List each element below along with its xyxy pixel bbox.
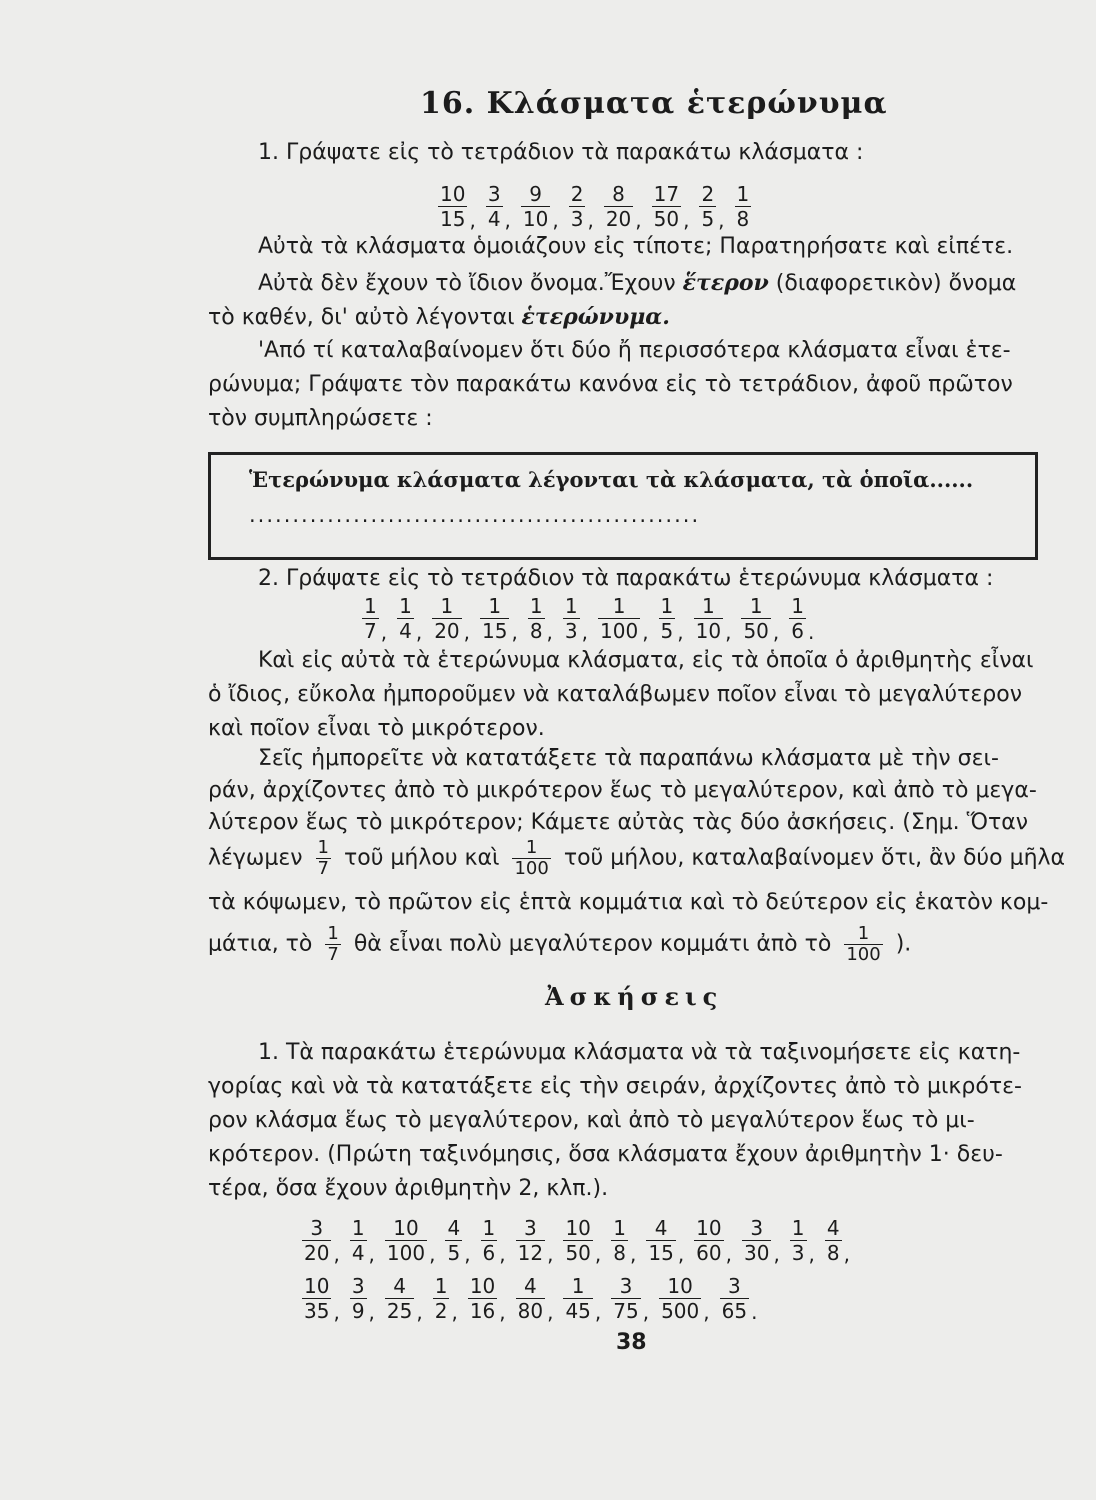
page-number: 38: [616, 1330, 647, 1355]
fraction: [350, 1216, 367, 1265]
denominator: 2: [434, 1298, 448, 1323]
fraction: [611, 1216, 628, 1265]
denominator: 10: [522, 206, 549, 231]
separator: ,: [725, 1242, 732, 1266]
separator: ,: [547, 1242, 554, 1266]
rule-line-1: Ἑτερώνυμα κλάσματα λέγονται τὰ κλάσματα, τὰ ὁποῖα......: [249, 467, 974, 492]
numerator: 3: [750, 1215, 764, 1240]
ex1-line-3: ρον κλάσμα ἕως τὸ μεγαλύτερον, καὶ ἀπὸ τὸ μεγαλύτερον ἕως τὸ μι-: [208, 1108, 975, 1133]
rule-box: [208, 452, 1038, 560]
numerator: 9: [529, 181, 542, 206]
fraction: [611, 1274, 640, 1323]
fraction: [699, 182, 716, 231]
fraction: [569, 182, 586, 231]
separator: ,: [504, 208, 511, 232]
p2-line-9: [208, 924, 911, 965]
denominator: 15: [440, 206, 466, 231]
separator: ,: [469, 208, 476, 232]
numerator: 8: [612, 181, 625, 206]
fraction: [486, 182, 503, 231]
separator: ,: [415, 620, 423, 644]
fraction: [468, 1274, 497, 1323]
p1-line-2b: (διαφορετικὸν) ὄνομα: [775, 271, 1017, 296]
separator: ,: [499, 1300, 506, 1324]
fraction: [302, 1216, 331, 1265]
exercises-title: Ἀσκήσεις: [545, 982, 724, 1011]
fraction: [528, 594, 545, 643]
separator: ,: [499, 1242, 506, 1266]
separator: ,: [368, 1300, 375, 1324]
denominator: 15: [482, 618, 508, 643]
numerator: 1: [660, 593, 674, 618]
fraction: [742, 1216, 771, 1265]
p1-line-3: [208, 304, 670, 330]
denominator: 25: [386, 1298, 413, 1323]
fraction: [480, 594, 509, 643]
numerator: 1: [749, 593, 763, 618]
p2-line-5: ράν, ἀρχίζοντες ἀπὸ τὸ μικρότερον ἕως τὸ μεγαλύτερον, καὶ ἀπὸ τὸ μεγα-: [208, 778, 1037, 803]
q2-fractions: [360, 592, 822, 644]
fraction: [652, 182, 681, 231]
inline-frac-1-100-b: $\frac{1}{100}$: [846, 923, 881, 965]
q1-fractions: [436, 180, 761, 232]
p2-line-6: λύτερον ἕως τὸ μικρότερον; Κάμετε αὐτὰς τὰς δύο ἀσκήσεις. (Σημ. Ὅταν: [208, 810, 1029, 835]
separator: ,: [546, 620, 553, 644]
numerator: 1: [791, 1215, 805, 1240]
numerator: 1: [351, 1215, 365, 1240]
denominator: 60: [696, 1240, 722, 1265]
denominator: 30: [743, 1240, 770, 1265]
denominator: 16: [469, 1298, 496, 1323]
numerator: 3: [727, 1273, 741, 1298]
fraction: [741, 594, 770, 643]
ex1-line-4: κρότερον. (Πρώτη ταξινόμησις, ὅσα κλάσματα ἔχουν ἀριθμητὴν 1· δευ-: [208, 1142, 1003, 1167]
p1-line-2: [258, 270, 1016, 296]
numerator: 17: [653, 181, 680, 206]
fraction: [735, 182, 752, 231]
p1-line-3a: τὸ καθέν, δι' αὐτὸ λέγονται: [208, 305, 515, 330]
p2-line-1: Καὶ εἰς αὐτὰ τὰ ἑτερώνυμα κλάσματα, εἰς τὰ ὁποῖα ὁ ἀριθμητὴς εἶναι: [258, 648, 1034, 673]
separator: ,: [642, 620, 649, 644]
denominator: 7: [364, 618, 377, 643]
numerator: 10: [469, 1273, 496, 1298]
ex1-fractions-row-2: [300, 1272, 765, 1324]
fraction: [433, 1274, 450, 1323]
ex1-line-5: τέρα, ὅσα ἔχουν ἀριθμητὴν 2, κλπ.).: [208, 1176, 609, 1201]
numerator: 3: [619, 1273, 633, 1298]
q2-instruction: 2. Γράψατε εἰς τὸ τετράδιον τὰ παρακάτω ἑτερώνυμα κλάσματα :: [258, 566, 994, 591]
numerator: 1: [364, 593, 377, 618]
p2-line-4: Σεῖς ἠμπορεῖτε νὰ κατατάξετε τὰ παραπάνω κλάσματα μὲ τὴν σει-: [258, 746, 999, 771]
numerator: 10: [304, 1273, 330, 1298]
p1-line-6: τὸν συμπληρώσετε :: [208, 406, 433, 431]
denominator: 3: [791, 1240, 805, 1265]
fraction: [516, 1274, 545, 1323]
denominator: 20: [605, 206, 632, 231]
separator: ,: [511, 620, 518, 644]
fraction: [563, 1216, 592, 1265]
separator: ,: [718, 208, 725, 232]
numerator: 3: [524, 1215, 537, 1240]
fraction: [694, 594, 723, 643]
denominator: 65: [721, 1298, 748, 1323]
numerator: 1: [434, 1273, 448, 1298]
denominator: 8: [613, 1240, 626, 1265]
separator: ,: [416, 1300, 423, 1324]
numerator: 1: [571, 1273, 585, 1298]
denominator: 6: [791, 618, 804, 643]
p1-line-1: Αὐτὰ τὰ κλάσματα ὁμοιάζουν εἰς τίποτε; Παρατηρήσατε καὶ εἰπέτε.: [258, 234, 1014, 259]
separator: ,: [429, 1242, 436, 1266]
ex1-line-1: 1. Τὰ παρακάτω ἑτερώνυμα κλάσματα νὰ τὰ ταξινομήσετε εἰς κατη-: [258, 1040, 1021, 1065]
fraction: [481, 1216, 498, 1265]
ex1-fractions-row-1: [300, 1214, 858, 1266]
fraction: [516, 1216, 545, 1265]
denominator: 10: [695, 618, 722, 643]
numerator: 4: [447, 1215, 461, 1240]
fraction: [438, 182, 467, 231]
denominator: 4: [487, 206, 501, 231]
denominator: 20: [304, 1240, 330, 1265]
fraction: [432, 594, 461, 643]
numerator: 1: [736, 181, 750, 206]
p2-text-legomen: λέγωμεν: [208, 845, 303, 871]
p2-text-mhlou: τοῦ μήλου καὶ: [343, 845, 500, 871]
denominator: 35: [304, 1298, 330, 1323]
fraction: [445, 1216, 462, 1265]
numerator: 4: [654, 1215, 668, 1240]
fraction: [397, 594, 414, 643]
denominator: 100: [386, 1240, 426, 1265]
denominator: 75: [613, 1298, 639, 1323]
denominator: 9: [351, 1298, 365, 1323]
separator: ,: [587, 208, 594, 232]
numerator: 3: [351, 1273, 365, 1298]
emphasis-heteron: ἕτερον: [682, 270, 769, 296]
inline-frac-1-100: $\frac{1}{100}$: [514, 837, 549, 879]
p2-text-close: ).: [895, 931, 912, 957]
numerator: 3: [310, 1215, 324, 1240]
inline-frac-1-7: $\frac{1}{7}$: [317, 837, 329, 879]
separator: .: [808, 620, 815, 644]
separator: ,: [552, 208, 559, 232]
denominator: 45: [565, 1298, 591, 1323]
numerator: 10: [393, 1215, 419, 1240]
separator: .: [751, 1300, 758, 1324]
denominator: 8: [826, 1240, 840, 1265]
fraction: [598, 594, 640, 643]
p2-text-megalyteron: θὰ εἶναι πολὺ μεγαλύτερον κομμάτι ἀπὸ τὸ: [353, 931, 832, 957]
fraction: [385, 1274, 414, 1323]
separator: ,: [635, 208, 642, 232]
numerator: 1: [399, 593, 412, 618]
numerator: 2: [701, 181, 715, 206]
separator: ,: [594, 1300, 602, 1324]
separator: ,: [725, 620, 732, 644]
separator: ,: [368, 1242, 375, 1266]
separator: ,: [772, 620, 780, 644]
p2-line-3: καὶ ποῖον εἶναι τὸ μικρότερον.: [208, 716, 545, 741]
separator: ,: [581, 620, 588, 644]
separator: ,: [464, 1242, 471, 1266]
separator: ,: [683, 208, 690, 232]
fraction: [362, 594, 379, 643]
p2-line-8: τὰ κόψωμεν, τὸ πρῶτον εἰς ἑπτὰ κομμάτια καὶ τὸ δεύτερον εἰς ἑκατὸν κομ-: [208, 890, 1049, 915]
denominator: 12: [517, 1240, 544, 1265]
numerator: 2: [570, 181, 584, 206]
fraction: [789, 594, 806, 643]
denominator: 500: [661, 1298, 700, 1323]
fraction: [825, 1216, 842, 1265]
separator: ,: [630, 1242, 637, 1266]
separator: ,: [463, 620, 470, 644]
separator: ,: [380, 620, 388, 644]
numerator: 10: [696, 1215, 722, 1240]
emphasis-heteronyma: ἑτερώνυμα.: [521, 304, 670, 330]
denominator: 50: [653, 206, 680, 231]
denominator: 6: [482, 1240, 496, 1265]
fraction: [302, 1274, 331, 1323]
separator: ,: [451, 1300, 458, 1324]
fraction: [563, 594, 580, 643]
fraction: [646, 1216, 675, 1265]
separator: ,: [594, 1242, 602, 1266]
separator: ,: [642, 1300, 650, 1324]
separator: ,: [703, 1300, 710, 1324]
p2-line-7: [208, 838, 1065, 879]
denominator: 50: [565, 1240, 591, 1265]
denominator: 50: [743, 618, 769, 643]
denominator: 5: [701, 206, 715, 231]
denominator: 4: [351, 1240, 365, 1265]
p1-line-2a: Αὐτὰ δὲν ἔχουν τὸ ἴδιον ὄνομα.Ἔχουν: [258, 271, 676, 296]
separator: ,: [773, 1242, 780, 1266]
numerator: 4: [826, 1215, 840, 1240]
fraction: [720, 1274, 749, 1323]
separator: ,: [333, 1300, 340, 1324]
denominator: 8: [529, 618, 543, 643]
q1-instruction: 1. Γράψατε εἰς τὸ τετράδιον τὰ παρακάτω κλάσματα :: [258, 140, 864, 165]
ex1-line-2: γορίας καὶ νὰ τὰ κατατάξετε εἰς τὴν σειράν, ἀρχίζοντες ἀπὸ τὸ μικρότε-: [208, 1074, 1022, 1099]
denominator: 8: [736, 206, 750, 231]
numerator: 4: [523, 1273, 537, 1298]
fraction: [385, 1216, 427, 1265]
denominator: 80: [517, 1298, 544, 1323]
fraction: [659, 1274, 701, 1323]
rule-line-2: ....................................................: [249, 503, 701, 527]
denominator: 3: [570, 206, 584, 231]
separator: ,: [677, 1242, 685, 1266]
numerator: 1: [791, 593, 804, 618]
p2-line-2: ὁ ἴδιος, εὔκολα ἠμποροῦμεν νὰ καταλάβωμεν ποῖον εἶναι τὸ μεγαλύτερον: [208, 682, 1023, 707]
p2-text-matia: μάτια, τὸ: [208, 931, 313, 957]
fraction: [790, 1216, 807, 1265]
fraction: [604, 182, 633, 231]
numerator: 1: [482, 1215, 496, 1240]
p2-text-katalabainomen: τοῦ μήλου, καταλαβαίνομεν ὅτι, ἂν δύο μῆλα: [563, 845, 1066, 871]
numerator: 10: [565, 1215, 591, 1240]
numerator: 4: [393, 1273, 406, 1298]
denominator: 5: [660, 618, 674, 643]
numerator: 10: [440, 181, 466, 206]
numerator: 1: [488, 593, 502, 618]
denominator: 20: [434, 618, 460, 643]
denominator: 15: [648, 1240, 674, 1265]
fraction: [694, 1216, 723, 1265]
denominator: 4: [399, 618, 412, 643]
separator: ,: [677, 620, 684, 644]
separator: ,: [843, 1242, 850, 1266]
numerator: 1: [564, 593, 578, 618]
page-title: 16. Κλάσματα ἑτερώνυμα: [420, 86, 888, 121]
numerator: 1: [613, 1215, 626, 1240]
numerator: 1: [612, 593, 626, 618]
separator: ,: [547, 1300, 554, 1324]
fraction: [659, 594, 676, 643]
fraction: [521, 182, 550, 231]
denominator: 3: [564, 618, 578, 643]
numerator: 1: [702, 593, 715, 618]
inline-frac-1-7-b: $\frac{1}{7}$: [327, 923, 339, 965]
numerator: 1: [529, 593, 543, 618]
fraction: [350, 1274, 367, 1323]
denominator: 100: [600, 618, 639, 643]
denominator: 5: [447, 1240, 461, 1265]
numerator: 3: [487, 181, 501, 206]
separator: ,: [333, 1242, 340, 1266]
p1-line-5: ρώνυμα; Γράψατε τὸν παρακάτω κανόνα εἰς τὸ τετράδιον, ἀφοῦ πρῶτον: [208, 372, 1013, 397]
p1-line-4: 'Από τί καταλαβαίνομεν ὅτι δύο ἤ περισσότερα κλάσματα εἶναι ἑτε-: [258, 338, 1011, 363]
numerator: 1: [440, 593, 454, 618]
separator: ,: [808, 1242, 815, 1266]
fraction: [563, 1274, 592, 1323]
numerator: 10: [667, 1273, 693, 1298]
